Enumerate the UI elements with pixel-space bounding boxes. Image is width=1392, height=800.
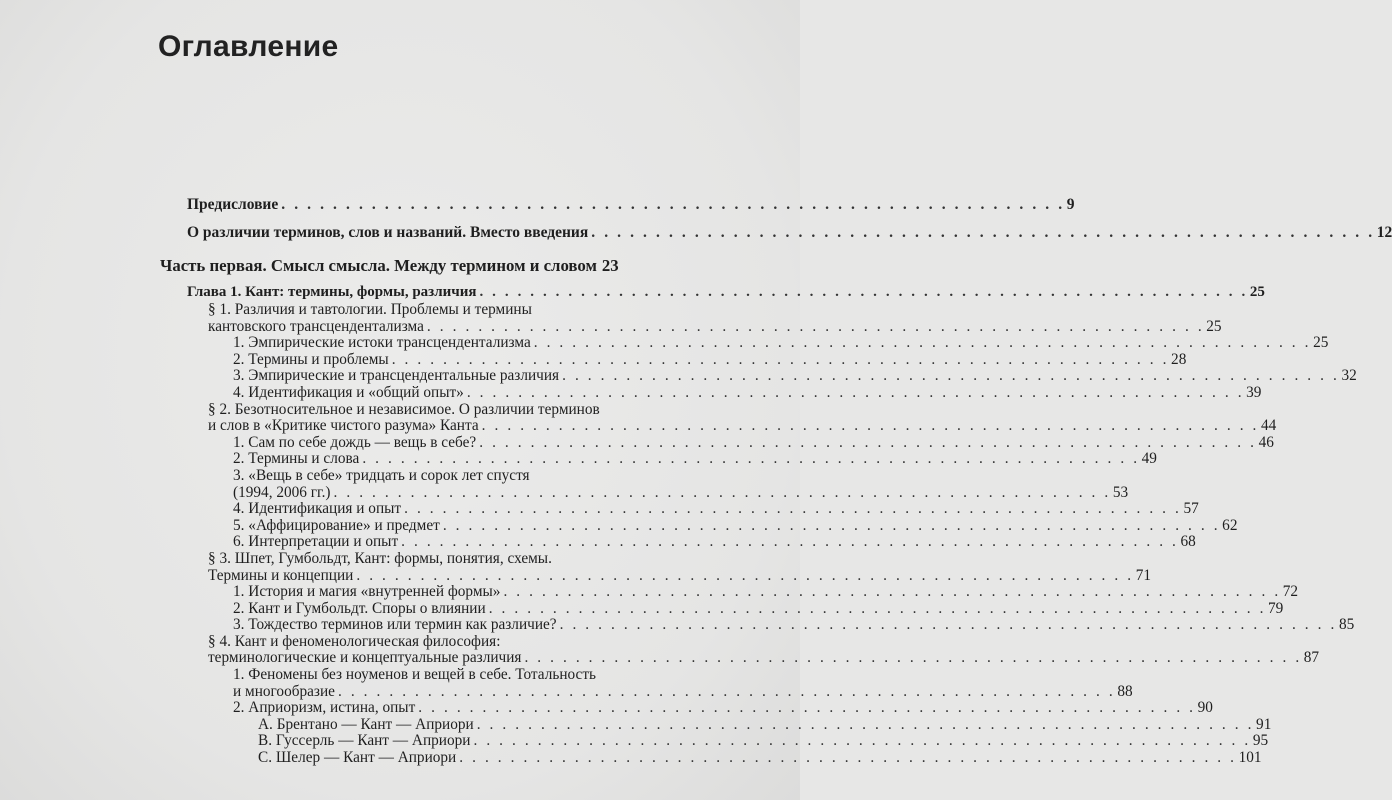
toc-page-number: 12: [1376, 224, 1392, 241]
dot-leader: . . . . . . . . . . . . . . . . . . . . . . . . . . . . . . . . . . . . . . . . . . . . . . . . . . . . . . . . . . . . .: [476, 715, 1255, 733]
toc-entry-item: [233, 616, 1355, 634]
dot-leader: . . . . . . . . . . . . . . . . . . . . . . . . . . . . . . . . . . . . . . . . . . . . . . . . . . . . . . . . . . . . .: [391, 350, 1170, 368]
toc-entry-section-cont: [208, 566, 1151, 585]
toc-entry-title: (1994, 2006 гг.): [233, 483, 331, 501]
toc-entry-section-cont: [208, 417, 1277, 435]
toc-page-number: 39: [1246, 383, 1262, 401]
dot-leader: . . . . . . . . . . . . . . . . . . . . . . . . . . . . . . . . . . . . . . . . . . . . . . . . . . . . . . . . . . . . .: [481, 417, 1259, 435]
toc-page-number: 79: [1268, 599, 1284, 617]
dot-leader: . . . . . . . . . . . . . . . . . . . . . . . . . . . . . . . . . . . . . . . . . . . . . . . . . . . . . . . . . . . . .: [362, 450, 1140, 468]
toc-entry-title: и слов в «Критике чистого разума» Канта: [208, 417, 479, 435]
toc-page-number: 25: [1313, 334, 1329, 352]
toc-entry-title: 1. Феномены без ноуменов и вещей в себе. Тотальность: [233, 666, 597, 684]
toc-entry-title: 1. Эмпирические истоки трансцендентализма: [233, 334, 531, 352]
toc-page-number: 9: [1066, 196, 1075, 213]
dot-leader: . . . . . . . . . . . . . . . . . . . . . . . . . . . . . . . . . . . . . . . . . . . . . . . . . . . . . . . . . . . . .: [466, 383, 1245, 401]
dot-leader: . . . . . . . . . . . . . . . . . . . . . . . . . . . . . . . . . . . . . . . . . . . . . . . . . . . . . . . . . . . . .: [356, 566, 1134, 584]
page-title: Оглавление: [158, 30, 339, 63]
dot-leader: . . . . . . . . . . . . . . . . . . . . . . . . . . . . . . . . . . . . . . . . . . . . . . . . . . . . . . . . . . . . .: [401, 533, 1179, 551]
toc-page-number: 44: [1261, 417, 1277, 435]
toc-entry-title: Часть первая. Смысл смысла. Между термином и словом: [160, 256, 597, 275]
toc-page-number: 72: [1282, 583, 1299, 601]
toc-entry-title: Предисловие: [187, 196, 279, 213]
toc-entry-subitem: [258, 749, 1262, 767]
dot-leader: . . . . . . . . . . . . . . . . . . . . . . . . . . . . . . . . . . . . . . . . . . . . . . . . . . . . . . . . . . . . .: [459, 749, 1237, 767]
dot-leader: . . . . . . . . . . . . . . . . . . . . . . . . . . . . . . . . . . . . . . . . . . . . . . . . . . . . . . . . . . . . .: [426, 317, 1205, 335]
toc-entry-title: О различии терминов, слов и названий. Вместо введения: [187, 224, 589, 241]
toc-entry-item: [233, 516, 1238, 535]
toc-entry-item: [233, 699, 1213, 717]
toc-entry-part: [160, 256, 619, 276]
toc-entry-title: 2. Термины и слова: [233, 450, 360, 468]
toc-entry-item: [233, 533, 1196, 551]
dot-leader: . . . . . . . . . . . . . . . . . . . . . . . . . . . . . . . . . . . . . . . . . . . . . . . . . . . . . . . . . . . . .: [562, 367, 1340, 385]
toc-entry-item: [233, 433, 1274, 452]
toc-entry-title: 2. Термины и проблемы: [233, 350, 389, 368]
toc-entry-title: 1. История и магия «внутренней формы»: [233, 583, 501, 601]
toc-entry-item: [233, 500, 1199, 518]
toc-page-number: 28: [1171, 350, 1187, 368]
toc-page-number: 85: [1338, 616, 1355, 634]
toc-entry-item: [233, 667, 612, 684]
toc-page-number: 95: [1252, 732, 1269, 750]
toc-entry-title: Термины и концепции: [208, 566, 354, 584]
toc-page-number: 91: [1256, 715, 1272, 733]
toc-entry-title: C. Шелер — Кант — Априори: [258, 749, 457, 767]
dot-leader: . . . . . . . . . . . . . . . . . . . . . . . . . . . . . . . . . . . . . . . . . . . . . . . . . . . . . . . . . . . . .: [559, 616, 1337, 634]
toc-entry-item: [233, 468, 612, 485]
toc-entry-subitem: [258, 715, 1272, 734]
dot-leader: . . . . . . . . . . . . . . . . . . . . . . . . . . . . . . . . . . . . . . . . . . . . . . . . . . . . . . . . . . . . .: [404, 500, 1182, 518]
toc-entry-title: § 3. Шпет, Гумбольдт, Кант: формы, понятия, схемы.: [208, 549, 552, 567]
toc-page-number: 25: [1206, 317, 1222, 335]
toc-entry-front: [187, 196, 1075, 214]
toc-entry-title: 6. Интерпретации и опыт: [233, 533, 399, 551]
toc-page-number: 71: [1135, 566, 1151, 584]
toc-page-number: 46: [1258, 433, 1274, 451]
toc-page-number: 32: [1341, 367, 1357, 385]
toc-entry-item: [233, 367, 1357, 385]
toc-entry-item: [233, 350, 1187, 369]
toc-page-number: 23: [601, 256, 619, 275]
toc-page-number: 62: [1222, 516, 1238, 534]
dot-leader: . . . . . . . . . . . . . . . . . . . . . . . . . . . . . . . . . . . . . . . . . . . . . . . . . . . . . . . . . . . . .: [333, 483, 1111, 501]
dot-leader: . . . . . . . . . . . . . . . . . . . . . . . . . . . . . . . . . . . . . . . . . . . . . . . . . . . . . . . . . . . . .: [533, 334, 1312, 352]
dot-leader: . . . . . . . . . . . . . . . . . . . . . . . . . . . . . . . . . . . . . . . . . . . . . . . . . . . . . . . . . . . . .: [503, 583, 1281, 601]
toc-entry-chapter: [187, 283, 1265, 301]
toc-entry-item: [233, 383, 1262, 402]
toc-entry-title: § 1. Различия и тавтологии. Проблемы и термины: [208, 301, 532, 318]
toc-entry-title: § 2. Безотносительное и независимое. О различии терминов: [208, 400, 600, 418]
table-of-contents: [0, 196, 1392, 767]
toc-page-number: 68: [1180, 533, 1196, 551]
toc-entry-item-cont: [233, 483, 1129, 502]
toc-entry-section: [208, 402, 612, 419]
dot-leader: . . . . . . . . . . . . . . . . . . . . . . . . . . . . . . . . . . . . . . . . . . . . . . . . . . . . . . . . . . . . .: [479, 433, 1257, 451]
dot-leader: . . . . . . . . . . . . . . . . . . . . . . . . . . . . . . . . . . . . . . . . . . . . . . . . . . . . . . . . . . . . .: [337, 682, 1116, 700]
toc-entry-title: A. Брентано — Кант — Априори: [258, 715, 474, 733]
toc-entry-item: [233, 450, 1157, 468]
dot-leader: . . . . . . . . . . . . . . . . . . . . . . . . . . . . . . . . . . . . . . . . . . . . . . . . . . . . . . . . . . . . .: [442, 516, 1221, 534]
toc-entry-title: кантовского трансцендентализма: [208, 317, 424, 335]
toc-page-number: 90: [1197, 699, 1213, 717]
toc-entry-title: и многообразие: [233, 682, 335, 700]
dot-leader: . . . . . . . . . . . . . . . . . . . . . . . . . . . . . . . . . . . . . . . . . . . . . . . . . . . . . . . . . . . . .: [281, 196, 1065, 213]
dot-leader: . . . . . . . . . . . . . . . . . . . . . . . . . . . . . . . . . . . . . . . . . . . . . . . . . . . . . . . . . . . . .: [524, 649, 1302, 667]
dot-leader: . . . . . . . . . . . . . . . . . . . . . . . . . . . . . . . . . . . . . . . . . . . . . . . . . . . . . . . . . . . . .: [488, 599, 1267, 617]
toc-page-number: 53: [1112, 483, 1129, 501]
toc-entry-front: [187, 224, 1392, 242]
toc-entry-title: 2. Кант и Гумбольдт. Споры о влиянии: [233, 599, 486, 617]
toc-page-number: 101: [1238, 749, 1262, 767]
toc-entry-title: 3. Тождество терминов или термин как различие?: [233, 616, 557, 634]
toc-page-number: 87: [1303, 649, 1320, 667]
toc-entry-title: 3. «Вещь в себе» тридцать и сорок лет спустя: [233, 466, 530, 484]
toc-entry-title: 4. Идентификация и «общий опыт»: [233, 383, 464, 401]
toc-entry-item-cont: [233, 682, 1133, 701]
toc-page-number: 57: [1183, 500, 1199, 518]
toc-page-number: 88: [1117, 682, 1133, 700]
toc-entry-section: [208, 634, 612, 651]
dot-leader: . . . . . . . . . . . . . . . . . . . . . . . . . . . . . . . . . . . . . . . . . . . . . . . . . . . . . . . . . . . . .: [591, 224, 1375, 241]
toc-entry-title: 5. «Аффицирование» и предмет: [233, 516, 440, 534]
toc-entry-item: [233, 599, 1284, 618]
toc-page-number: 25: [1249, 284, 1265, 300]
toc-entry-title: B. Гуссерль — Кант — Априори: [258, 732, 471, 750]
toc-entry-title: 1. Сам по себе дождь — вещь в себе?: [233, 433, 477, 451]
toc-entry-subitem: [258, 732, 1269, 750]
toc-entry-title: Глава 1. Кант: термины, формы, различия: [187, 284, 477, 300]
toc-entry-title: терминологические и концептуальные различия: [208, 649, 522, 667]
toc-entry-title: 3. Эмпирические и трансцендентальные различия: [233, 367, 560, 385]
toc-entry-item: [233, 583, 1299, 601]
toc-entry-item: [233, 334, 1329, 352]
dot-leader: . . . . . . . . . . . . . . . . . . . . . . . . . . . . . . . . . . . . . . . . . . . . . . . . . . . . . . . . . . . . .: [473, 732, 1251, 750]
toc-entry-title: 4. Идентификация и опыт: [233, 500, 402, 518]
toc-entry-title: § 4. Кант и феноменологическая философия:: [208, 632, 501, 650]
toc-page-number: 49: [1141, 450, 1157, 468]
toc-entry-section-cont: [208, 317, 1222, 336]
toc-entry-section: [208, 302, 612, 319]
dot-leader: . . . . . . . . . . . . . . . . . . . . . . . . . . . . . . . . . . . . . . . . . . . . . . . . . . . . . . . . . . . . .: [418, 699, 1196, 717]
toc-entry-title: 2. Априоризм, истина, опыт: [233, 699, 416, 717]
dot-leader: . . . . . . . . . . . . . . . . . . . . . . . . . . . . . . . . . . . . . . . . . . . . . . . . . . . . . . . . . . . . .: [479, 284, 1248, 300]
toc-entry-section: [208, 551, 612, 568]
toc-entry-section-cont: [208, 649, 1320, 667]
